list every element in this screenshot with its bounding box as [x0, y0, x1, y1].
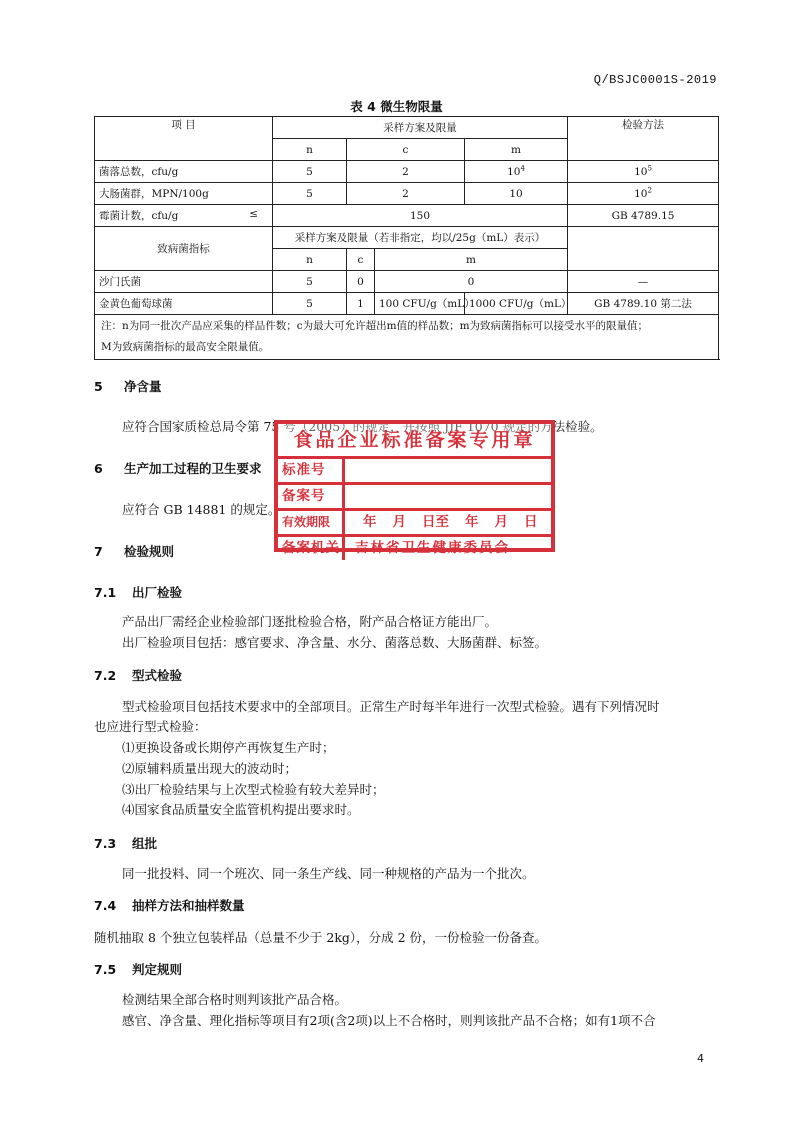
- table-note: 注：n为同一批次产品应采集的样品件数；c为最大可允许超出m值的样品数；m为致病菌指标可以接受水平的限量值； M为致病菌指标的最高安全限量值。: [95, 315, 719, 360]
- cell-M: 1000 CFU/g（mL）: [465, 293, 568, 315]
- table-note-row: [95, 315, 719, 360]
- table-row: [95, 161, 719, 183]
- cell-M: $10^5$: [568, 161, 719, 183]
- page-number: 4: [697, 1052, 704, 1065]
- section-7-1-heading: 7.1 出厂检验: [94, 585, 183, 600]
- cell-c: 0: [347, 271, 375, 293]
- list-item: ⑴更换设备或长期停产再恢复生产时；: [122, 740, 335, 755]
- list-item: ⑷国家食品质量安全监管机构提出要求时。: [122, 802, 360, 817]
- cell-n: 5: [273, 161, 347, 183]
- cell-item: 霉菌计数，cfu/g ≤: [95, 205, 273, 227]
- section-7-4-heading: 7.4 抽样方法和抽样数量: [94, 898, 245, 913]
- pathogen-header-row: [95, 227, 719, 249]
- header-c: c: [347, 249, 375, 271]
- section-5-text: 应符合国家质检总局令第 75 号（2005）的规定，并按照 JJF 1070 规定的方法检验。: [122, 419, 603, 434]
- section-7-5-p1: 检测结果全部合格时则判该批产品合格。: [122, 992, 348, 1007]
- stamp-title: 食品企业标准备案专用章: [278, 424, 551, 459]
- cell-item: 金黄色葡萄球菌: [95, 293, 273, 315]
- section-7-1-p1: 产品出厂需经企业检验部门逐批检验合格，附产品合格证方能出厂。: [122, 614, 498, 629]
- header-plan: 采样方案及限量: [273, 117, 568, 139]
- filing-stamp: [274, 420, 555, 556]
- table-row: [95, 183, 719, 205]
- section-7-3-text: 同一批投料、同一个班次、同一条生产线、同一种规格的产品为一个批次。: [122, 866, 535, 881]
- section-7-2-p2: 也应进行型式检验：: [94, 719, 207, 734]
- section-7-2-p1: 型式检验项目包括技术要求中的全部项目。正常生产时每半年进行一次型式检验。遇有下列情况时: [122, 699, 660, 714]
- table-row: [95, 293, 719, 315]
- stamp-row-authority: 备案机关 吉林省卫生健康委员会: [278, 537, 551, 560]
- pathogen-header-method: [568, 227, 719, 271]
- header-method: 检验方法: [568, 117, 719, 161]
- pathogen-header-plan: 采样方案及限量（若非指定，均以/25g（mL）表示）: [273, 227, 568, 249]
- document-number: Q/BSJC0001S-2019: [593, 73, 717, 87]
- cell-M: $10^2$: [568, 183, 719, 205]
- stamp-row-standard: 标准号: [278, 459, 551, 485]
- cell-method: GB 4789.10 第二法: [568, 293, 719, 315]
- section-6-text: 应符合 GB 14881 的规定。: [122, 502, 281, 517]
- stamp-row-record: 备案号: [278, 485, 551, 511]
- header-m: m: [375, 249, 568, 271]
- header-n: n: [273, 139, 347, 161]
- cell-m: 10: [465, 183, 568, 205]
- table-row: [95, 205, 719, 227]
- section-7-5-p2: 感官、净含量、理化指标等项目有2项(含2项)以上不合格时，则判该批产品不合格；如有1项不合: [122, 1013, 656, 1028]
- cell-item: 沙门氏菌: [95, 271, 273, 293]
- table-header-row: [95, 117, 719, 139]
- table-caption: 表 4 微生物限量: [350, 99, 443, 114]
- pathogen-header-item: 致病菌指标: [95, 227, 273, 271]
- header-item: 项 目: [95, 117, 273, 161]
- cell-method: GB 4789.15: [568, 205, 719, 227]
- microbial-limit-table: [94, 116, 719, 360]
- cell-value: 150: [273, 205, 568, 227]
- cell-n: 5: [273, 271, 347, 293]
- cell-m: 0: [375, 271, 568, 293]
- header-c: c: [347, 139, 465, 161]
- cell-n: 5: [273, 293, 347, 315]
- cell-item: 大肠菌群，MPN/100g: [95, 183, 273, 205]
- section-7-1-p2: 出厂检验项目包括：感官要求、净含量、水分、菌落总数、大肠菌群、标签。: [122, 635, 548, 650]
- section-7-3-heading: 7.3 组批: [94, 836, 158, 851]
- list-item: ⑶出厂检验结果与上次型式检验有较大差异时；: [122, 782, 385, 797]
- cell-n: 5: [273, 183, 347, 205]
- section-7-heading: 7 检验规则: [94, 544, 175, 559]
- stamp-row-validity: 有效期限 年 月 日至 年 月 日: [278, 511, 551, 537]
- section-6-heading: 6 生产加工过程的卫生要求: [94, 461, 262, 476]
- cell-c: 1: [347, 293, 375, 315]
- table-row: [95, 271, 719, 293]
- section-7-2-heading: 7.2 型式检验: [94, 668, 183, 683]
- header-n: n: [273, 249, 347, 271]
- header-m: m: [465, 139, 568, 161]
- cell-c: 2: [347, 183, 465, 205]
- list-item: ⑵原辅料质量出现大的波动时；: [122, 761, 298, 776]
- section-7-5-heading: 7.5 判定规则: [94, 962, 183, 977]
- cell-c: 2: [347, 161, 465, 183]
- cell-m: $10^4$: [465, 161, 568, 183]
- cell-m: 100 CFU/g（mL）: [375, 293, 465, 315]
- section-7-4-text: 随机抽取 8 个独立包装样品（总量不少于 2kg），分成 2 份，一份检验一份备查。: [94, 930, 548, 945]
- cell-item: 菌落总数，cfu/g: [95, 161, 273, 183]
- cell-M: —: [568, 271, 719, 293]
- section-5-heading: 5 净含量: [94, 379, 162, 394]
